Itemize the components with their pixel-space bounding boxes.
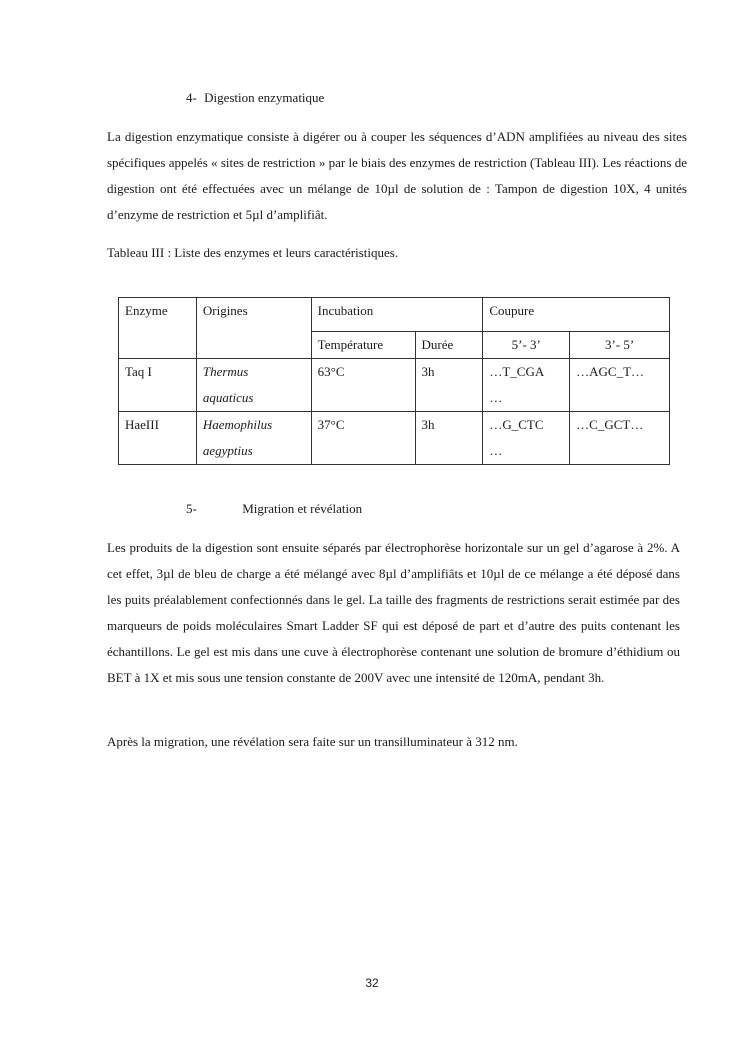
cell-origin-species: aquaticus	[202, 390, 254, 405]
section-4-paragraph: La digestion enzymatique consiste à digérer ou à couper les séquences d’ADN amplifiées au niveau des sites spécifiques appelés « sites de restriction » par le biais des enzymes de restriction (Tableau III). Les réactions de digestion ont été effectuées avec un mélange de 10µl de solution de : Tampon de digestion 10X, 4 unités d’enzyme de restriction et 5µl d’amplifiât.	[107, 129, 687, 222]
header-cut-5-3: 5’- 3’	[483, 332, 570, 359]
header-temperature: Température	[311, 332, 415, 359]
header-cut: Coupure	[483, 298, 670, 332]
cell-cut-5-3-line1: …G_CTC	[489, 417, 544, 432]
table-header-row	[119, 298, 670, 332]
section-5-heading	[186, 497, 362, 521]
enzyme-table	[118, 297, 670, 465]
page-number: 32	[365, 976, 379, 990]
cell-cut-5-3-line1: …T_CGA	[489, 364, 545, 379]
section-5-number: 5-	[186, 501, 197, 516]
cell-cut-5-3-line2: …	[489, 443, 503, 458]
cell-cut-5-3	[483, 359, 570, 412]
cell-origin-genus: Thermus	[202, 364, 249, 379]
cell-origin-genus: Haemophilus	[202, 417, 273, 432]
header-duration: Durée	[415, 332, 483, 359]
cell-temperature: 37°C	[311, 412, 415, 465]
cell-cut-5-3	[483, 412, 570, 465]
table-row	[119, 412, 670, 465]
cell-origin	[196, 412, 311, 465]
cell-duration: 3h	[415, 359, 483, 412]
cell-origin	[196, 359, 311, 412]
section-4-heading	[186, 86, 324, 110]
table-row	[119, 359, 670, 412]
cell-duration: 3h	[415, 412, 483, 465]
section-4-number: 4-	[186, 90, 197, 105]
header-enzyme: Enzyme	[119, 298, 197, 359]
section-5-title: Migration et révélation	[242, 501, 363, 516]
header-cut-3-5: 3’- 5’	[570, 332, 670, 359]
cell-temperature: 63°C	[311, 359, 415, 412]
section-4-title: Digestion enzymatique	[204, 90, 325, 105]
table-caption: Tableau III : Liste des enzymes et leurs caractéristiques.	[107, 245, 399, 260]
cell-cut-3-5: …AGC_T…	[570, 359, 670, 412]
cell-cut-3-5: …C_GCT…	[570, 412, 670, 465]
cell-enzyme: Taq I	[119, 359, 197, 412]
cell-cut-5-3-line2: …	[489, 390, 503, 405]
header-origins: Origines	[196, 298, 311, 359]
header-incubation: Incubation	[311, 298, 483, 332]
section-5-paragraph-2: Après la migration, une révélation sera faite sur un transilluminateur à 312 nm.	[107, 734, 518, 749]
section-5-paragraph-1: Les produits de la digestion sont ensuite séparés par électrophorèse horizontale sur un gel d’agarose à 2%. A cet effet, 3µl de bleu de charge a été mélangé avec 8µl d’amplifiâts et 10µl de ce mélange a été déposé dans les puits préalablement confectionnés dans le gel. La taille des fragments de restrictions serait estimée par des marqueurs de poids moléculaires Smart Ladder SF qui est déposé de part et d’autre des puits contenant les échantillons. Le gel est mis dans une cuve à électrophorèse contenant une solution de bromure d’éthidium ou BET à 1X et mis sous une tension constante de 200V avec une intensité de 120mA, pendant 3h.	[107, 540, 680, 685]
cell-enzyme: HaeIII	[119, 412, 197, 465]
cell-origin-species: aegyptius	[202, 443, 253, 458]
